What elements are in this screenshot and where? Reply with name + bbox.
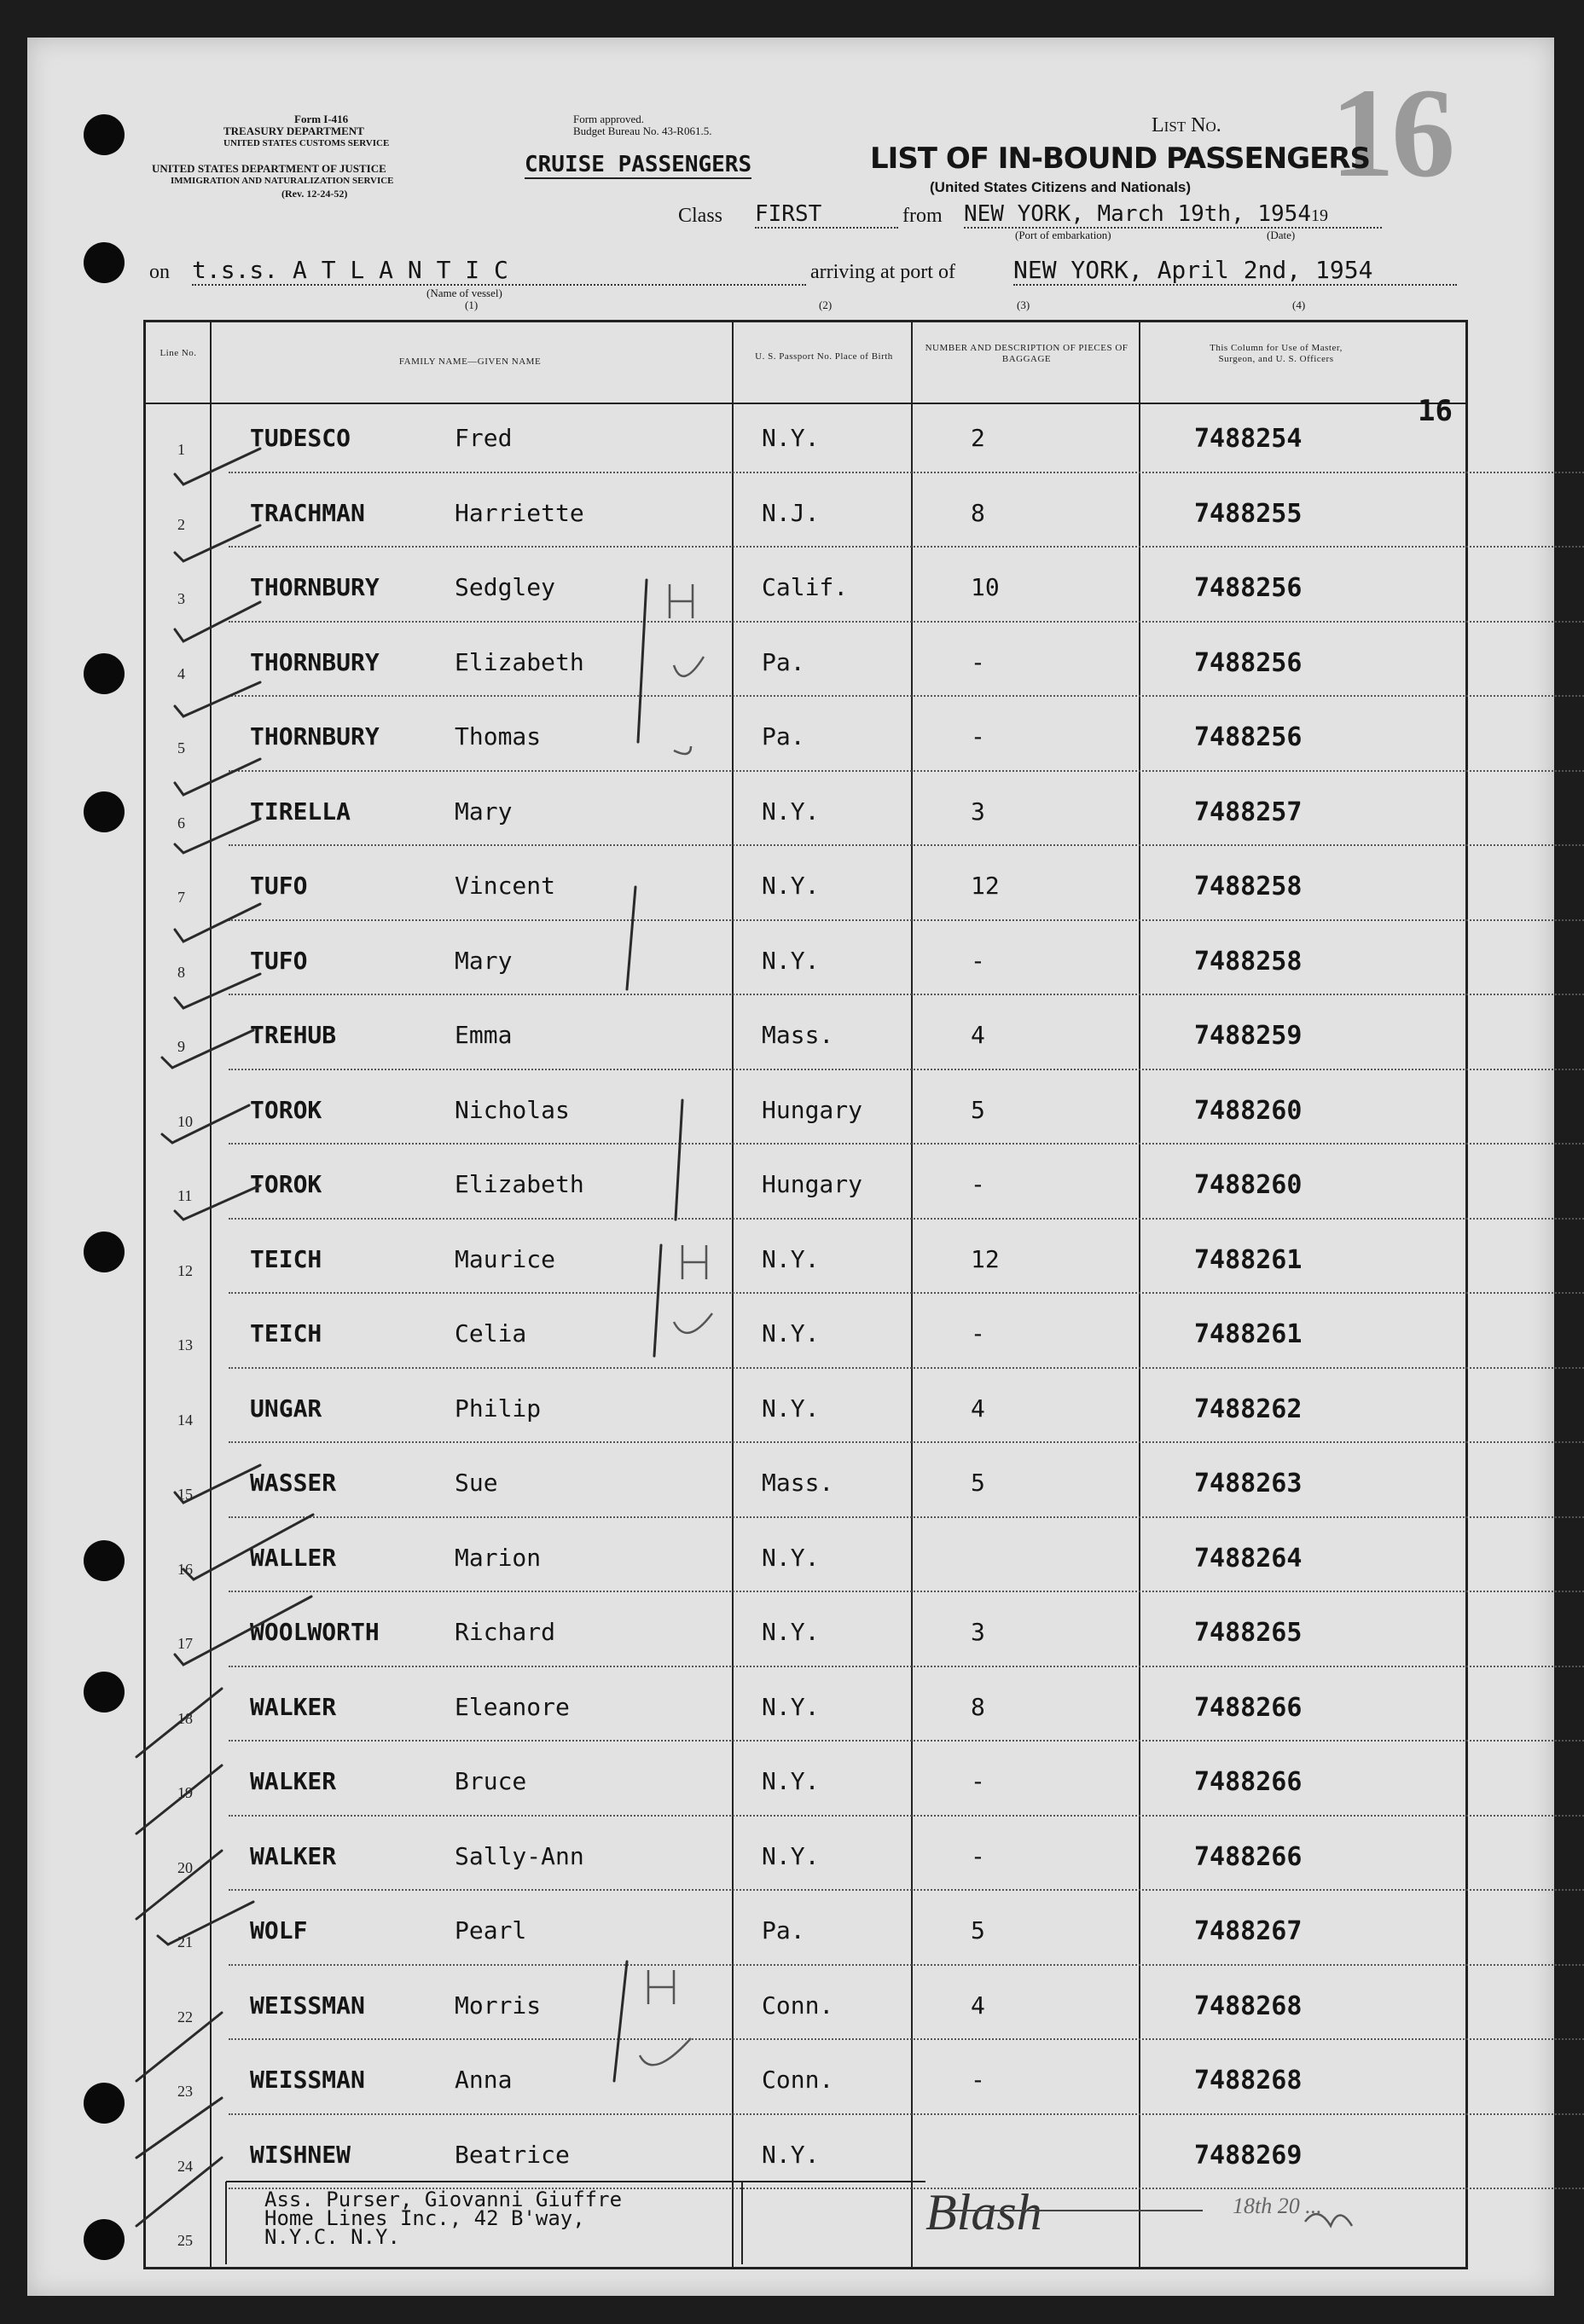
vessel-caption: (Name of vessel) [426,287,502,299]
passport-number: 7488254 [1194,424,1303,454]
baggage-count: - [971,1319,985,1347]
passport-number: 7488266 [1194,1767,1303,1797]
col-1-number: (1) [465,298,479,311]
family-name: UNGAR [250,1394,322,1423]
place-of-birth: Pa. [762,1916,805,1944]
line-number: 24 [177,2157,193,2175]
line-number: 1 [177,441,185,458]
punch-hole [84,1232,125,1272]
place-of-birth: Hungary [762,1095,863,1124]
given-name: Fred [455,424,513,452]
row-divider [229,770,1584,772]
row-divider [229,1516,1584,1518]
given-name: Celia [455,1319,527,1347]
passport-number: 7488263 [1194,1469,1303,1498]
family-name: THORNBURY [250,647,380,676]
family-name: TOROK [250,1095,322,1124]
passport-number: 7488257 [1194,797,1303,827]
line-number: 14 [177,1411,193,1429]
passport-number: 7488267 [1194,1916,1303,1946]
handwritten-note: 18th 20 ... [1233,2194,1322,2218]
passport-number: 7488258 [1194,946,1303,977]
passport-number: 7488256 [1194,647,1303,678]
place-of-birth: Conn. [762,1991,834,2020]
place-of-birth: N.Y. [762,1543,820,1572]
family-name: TEICH [250,1319,322,1347]
baggage-count: - [971,1170,985,1198]
given-name: Eleanore [455,1692,570,1721]
line-number: 10 [177,1112,193,1130]
baggage-count: - [971,647,985,676]
line-number: 20 [177,1858,193,1876]
vessel-name: t.s.s. A T L A N T I C [192,256,806,286]
given-name: Marion [455,1543,542,1572]
line-number: 12 [177,1261,193,1279]
form-approved: Form approved. [573,113,645,125]
row-divider [229,2113,1584,2115]
passport-number: 7488264 [1194,1543,1303,1573]
passport-number: 7488266 [1194,1692,1303,1723]
baggage-count: 5 [971,1095,985,1124]
cruise-passengers-stamp: CRUISE PASSENGERS [525,152,752,177]
baggage-count: 2 [971,424,985,452]
place-of-birth: Pa. [762,722,805,751]
passport-number: 7488258 [1194,872,1303,901]
passenger-table [143,320,1468,2269]
given-name: Richard [455,1618,556,1646]
baggage-count: 4 [971,1394,985,1423]
given-name: Nicholas [455,1095,570,1124]
purser-line-2: Home Lines Inc., 42 B'way, [264,2206,585,2230]
family-name: TRACHMAN [250,498,365,527]
line-number: 13 [177,1336,193,1353]
family-name: WALKER [250,1767,337,1795]
given-name: Sedgley [455,573,556,601]
row-divider [229,1441,1584,1443]
punch-hole [84,1540,125,1581]
place-of-birth: N.Y. [762,797,820,826]
baggage-count: 8 [971,1692,985,1721]
family-name: WEISSMAN [250,2066,365,2094]
family-name: WASSER [250,1469,337,1497]
form-number: Form I-416 [294,113,349,125]
family-name: WALKER [250,1841,337,1870]
place-of-birth: N.Y. [762,1244,820,1273]
line-number: 7 [177,889,185,906]
line-number: 25 [177,2232,193,2249]
baggage-count: 4 [971,1991,985,2020]
arriving-label: arriving at port of [810,261,955,283]
row-divider [229,2038,1584,2040]
punch-hole [84,1672,125,1713]
line-number: 2 [177,515,185,533]
line-number: 5 [177,739,185,756]
passport-number: 7488261 [1194,1244,1303,1275]
family-name: WOOLWORTH [250,1618,380,1646]
header-officers: This Column for Use of Master, Surgeon, and U. S. Officers [1210,343,1343,364]
row-divider [229,621,1584,623]
passport-number: 7488268 [1194,1991,1303,2021]
place-of-birth: Calif. [762,573,849,601]
given-name: Morris [455,1991,542,2020]
punch-hole [84,791,125,832]
on-label: on [149,261,170,283]
place-of-birth: N.Y. [762,872,820,900]
row-divider [229,1143,1584,1145]
family-name: TREHUB [250,1021,337,1049]
passport-number: 7488265 [1194,1618,1303,1648]
family-name: WALLER [250,1543,337,1572]
place-of-birth: Pa. [762,647,805,676]
line-number: 21 [177,1933,193,1950]
family-name: TUFO [250,872,308,900]
line-number: 23 [177,2083,193,2100]
arrival-text: NEW YORK, April 2nd, 195 [1013,256,1359,284]
row-divider [229,844,1584,846]
given-name: Elizabeth [455,647,584,676]
place-of-birth: N.Y. [762,1394,820,1423]
family-name: TUFO [250,946,308,975]
justice-department: UNITED STATES DEPARTMENT OF JUSTICE [152,162,386,175]
baggage-count: - [971,1841,985,1870]
line-number: 22 [177,2008,193,2026]
passport-number: 7488256 [1194,573,1303,603]
budget-bureau: Budget Bureau No. 43-R061.5. [573,125,712,137]
place-of-birth: N.Y. [762,1841,820,1870]
date-caption: (Date) [1267,229,1296,241]
family-name: TOROK [250,1170,322,1198]
place-of-birth: N.Y. [762,424,820,452]
baggage-count: - [971,722,985,751]
passport-number: 7488262 [1194,1394,1303,1424]
baggage-count: 8 [971,498,985,527]
row-divider [229,1889,1584,1891]
passport-number: 7488260 [1194,1095,1303,1126]
passport-number: 7488266 [1194,1841,1303,1872]
passport-number: 7488259 [1194,1021,1303,1051]
line-number: 18 [177,1709,193,1727]
list-no-label: List No. [1152,114,1221,136]
col-2-number: (2) [819,298,833,311]
row-divider [229,919,1584,921]
given-name: Thomas [455,722,542,751]
given-name: Maurice [455,1244,556,1273]
place-of-birth: Conn. [762,2066,834,2094]
line-number: 8 [177,963,185,981]
punch-hole [84,653,125,694]
arrival-year-fill: 4 [1358,256,1373,284]
place-of-birth: N.Y. [762,2140,820,2169]
place-of-birth: N.Y. [762,946,820,975]
passport-number: 7488260 [1194,1170,1303,1200]
sheet-number: 16 [1331,62,1452,204]
revision-date: (Rev. 12-24-52) [281,188,348,200]
port-embarkation-caption: (Port of embarkation) [1015,229,1111,241]
given-name: Mary [455,797,513,826]
line-number: 3 [177,590,185,607]
form-title: LIST OF IN-BOUND PASSENGERS [870,142,1370,176]
page-mark: 16 [1418,394,1453,428]
col-3-number: (3) [1017,298,1030,311]
baggage-count: 12 [971,872,1000,900]
row-divider [229,1591,1584,1592]
line-number: 17 [177,1635,193,1652]
row-divider [229,1367,1584,1369]
punch-hole [84,2219,125,2260]
family-name: WOLF [250,1916,308,1944]
customs-service: UNITED STATES CUSTOMS SERVICE [223,138,390,148]
row-divider [229,1069,1584,1070]
embarkation-value [964,201,1382,229]
family-name: THORNBURY [250,722,380,751]
passport-number: 7488269 [1194,2140,1303,2170]
row-divider [229,1666,1584,1667]
baggage-count: 12 [971,1244,1000,1273]
given-name: Elizabeth [455,1170,584,1198]
baggage-count: 4 [971,1021,985,1049]
place-of-birth: N.J. [762,498,820,527]
year-fill: 4 [1297,201,1311,227]
place-of-birth: Hungary [762,1170,863,1198]
header-baggage: NUMBER AND DESCRIPTION OF PIECES OF BAGGAGE [925,343,1129,364]
baggage-count: - [971,1767,985,1795]
given-name: Mary [455,946,513,975]
family-name: THORNBURY [250,573,380,601]
row-divider [229,1218,1584,1220]
row-divider [229,1815,1584,1817]
from-label: from [902,205,943,227]
baggage-count: 5 [971,1469,985,1497]
baggage-count: 3 [971,797,985,826]
line-number: 11 [177,1187,193,1204]
place-of-birth: N.Y. [762,1767,820,1795]
line-number: 9 [177,1038,185,1055]
year-suffix: 19 [1311,206,1328,225]
punch-hole [84,2083,125,2124]
place-of-birth: N.Y. [762,1319,820,1347]
row-divider [229,1964,1584,1966]
family-name: TUDESCO [250,424,351,452]
family-name: WEISSMAN [250,1991,365,2020]
place-of-birth: Mass. [762,1469,834,1497]
purser-line-3: N.Y.C. N.Y. [264,2225,400,2249]
family-name: TEICH [250,1244,322,1273]
header-name: FAMILY NAME—GIVEN NAME [398,356,542,367]
place-of-birth: Mass. [762,1021,834,1049]
baggage-count: 3 [971,1618,985,1646]
line-number: 19 [177,1784,193,1801]
passport-number: 7488261 [1194,1319,1303,1349]
given-name: Vincent [455,872,556,900]
given-name: Bruce [455,1767,527,1795]
treasury-department: TREASURY DEPARTMENT [223,125,364,137]
row-divider [229,994,1584,995]
punch-hole [84,242,125,283]
punch-hole [84,114,125,155]
baggage-count: 10 [971,573,1000,601]
class-value: FIRST [755,201,898,229]
baggage-count: - [971,946,985,975]
family-name: WISHNEW [250,2140,351,2169]
row-divider [229,695,1584,697]
form-subtitle: (United States Citizens and Nationals) [930,179,1192,195]
header-line-no: Line No. [160,348,197,358]
passport-number: 7488256 [1194,722,1303,752]
immigration-service: IMMIGRATION AND NATURALIZATION SERVICE [171,176,394,186]
given-name: Anna [455,2066,513,2094]
arrival-value [1013,256,1457,286]
line-number: 6 [177,814,185,832]
passport-number: 7488255 [1194,498,1303,529]
embarkation-text: NEW YORK, March 19th, 195 [964,201,1298,227]
given-name: Pearl [455,1916,527,1944]
header-passport: U. S. Passport No. Place of Birth [755,351,893,362]
col-4-number: (4) [1292,298,1306,311]
baggage-count: 5 [971,1916,985,1944]
family-name: TIRELLA [250,797,351,826]
line-number: 16 [177,1560,193,1578]
family-name: WALKER [250,1692,337,1721]
place-of-birth: N.Y. [762,1692,820,1721]
given-name: Sally-Ann [455,1841,584,1870]
passport-number: 7488268 [1194,2066,1303,2095]
place-of-birth: N.Y. [762,1618,820,1646]
given-name: Beatrice [455,2140,570,2169]
baggage-count: - [971,2066,985,2094]
given-name: Emma [455,1021,513,1049]
given-name: Sue [455,1469,498,1497]
row-divider [229,1740,1584,1742]
given-name: Philip [455,1394,542,1423]
row-divider [229,472,1584,473]
line-number: 15 [177,1486,193,1503]
row-divider [229,546,1584,548]
class-label: Class [678,205,723,227]
signature: Blash [925,2184,1042,2240]
line-number: 4 [177,664,185,682]
purser-line-1: Ass. Purser, Giovanni Giuffre [264,2188,623,2211]
given-name: Harriette [455,498,584,527]
row-divider [229,1292,1584,1294]
